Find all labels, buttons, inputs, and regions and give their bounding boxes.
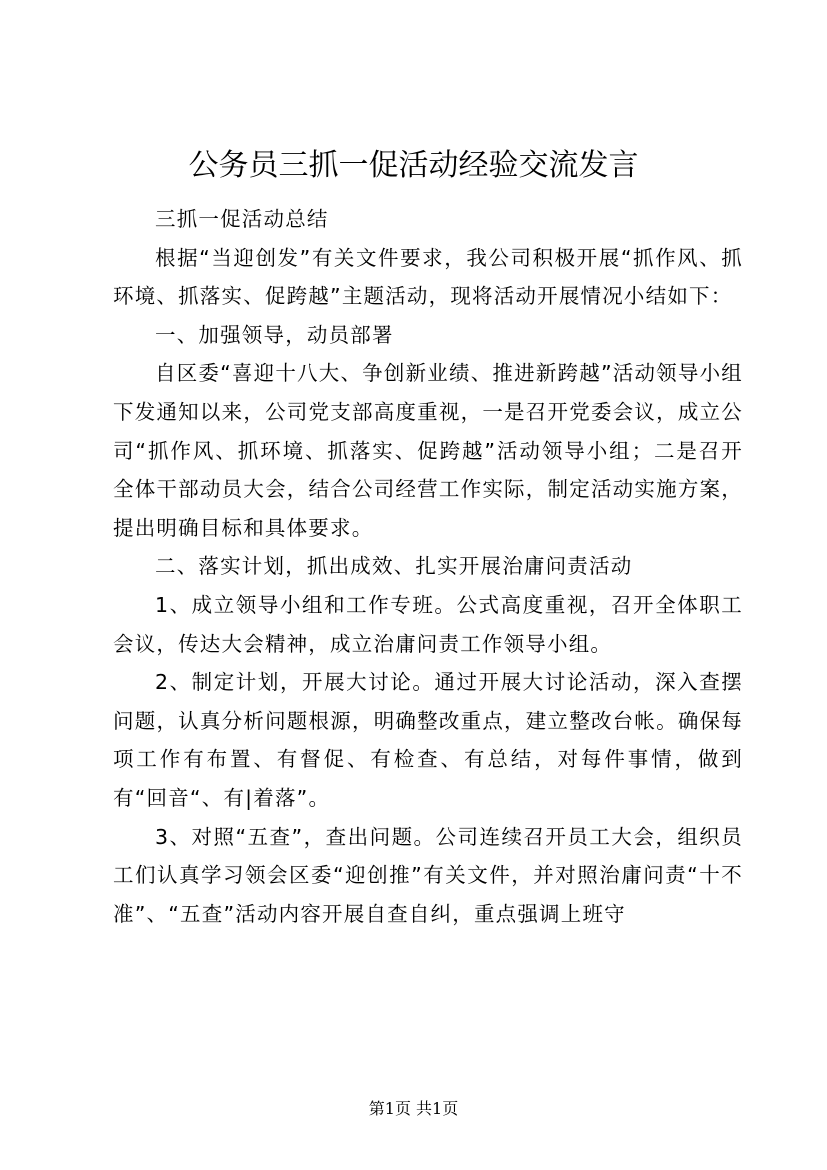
page-number-footer: 第1页 共1页: [368, 1099, 459, 1118]
paragraph-intro: 根据“当迎创发”有关文件要求，我公司积极开展“抓作风、抓环境、抓落实、促跨越”主题活动，现将活动开展情况小结如下：: [113, 245, 743, 309]
paragraph-item-2: 2、制定计划，开展大讨论。通过开展大讨论活动，深入查摆问题，认真分析问题根源，明确整改重点，建立整改台帐。确保每项工作有布置、有督促、有检查、有总结，对每件事情，做到有“回音“、有|着落”。: [113, 670, 743, 810]
paragraph-section-1-heading: 一、加强领导，动员部署: [155, 322, 394, 347]
paragraph-summary-heading: 三抓一促活动总结: [155, 207, 329, 231]
paragraph-item-3: 3、对照“五查”，查出问题。公司连续召开员工大会，组织员工们认真学习领会区委“迎创推”有关文件，并对照治庸问责“十不准”、“五查”活动内容开展自查自纠，重点强调上班守: [113, 824, 743, 926]
paragraph-section-1-body: 自区委“喜迎十八大、争创新业绩、推进新跨越”活动领导小组下发通知以来，公司党支部高度重视，一是召开党委会议，成立公司“抓作风、抓环境、抓落实、促跨越”活动领导小组；二是召开全体干部动员大会，结合公司经营工作实际，制定活动实施方案，提出明确目标和具体要求。: [113, 361, 743, 540]
paragraph-item-1: 1、成立领导小组和工作专班。公式高度重视，召开全体职工会议，传达大会精神，成立治庸问责工作领导小组。: [113, 592, 743, 656]
document-body: [113, 200, 743, 933]
paragraph-section-2-heading: 二、落实计划，抓出成效、扎实开展治庸问责活动: [155, 554, 633, 579]
document-title: 公务员三抓一促活动经验交流发言: [188, 148, 639, 183]
